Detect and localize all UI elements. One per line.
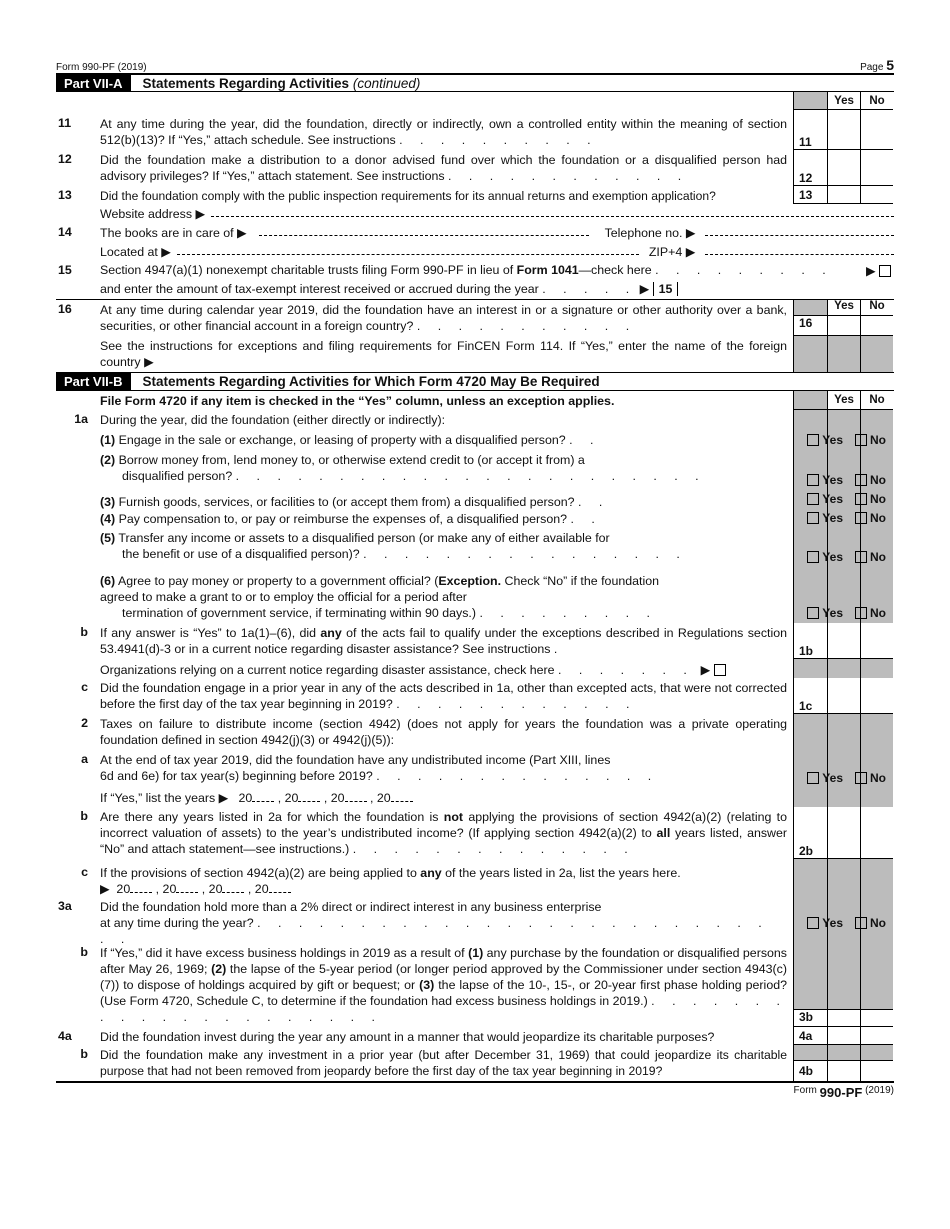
part-title: Statements Regarding Activities (continued) bbox=[142, 75, 421, 91]
q2b-no[interactable] bbox=[860, 807, 893, 859]
1a2-yes-checkbox[interactable] bbox=[807, 474, 819, 486]
q1b-no[interactable] bbox=[860, 623, 893, 659]
q4b-no[interactable] bbox=[861, 1061, 893, 1081]
1a2-no-checkbox[interactable] bbox=[855, 474, 867, 486]
q4a-no[interactable] bbox=[860, 1027, 893, 1045]
q15-checkbox[interactable] bbox=[879, 265, 891, 277]
question-1a-3: (3) Furnish goods, services, or facilities to (or accept them from) a disqualified person? . . Yes No bbox=[56, 490, 894, 509]
q11-no[interactable] bbox=[860, 110, 893, 150]
page-header bbox=[56, 53, 894, 73]
question-3b: b If “Yes,” did it have excess business holdings in 2019 as a result of (1) any purchase by the foundation or disqualified persons after May 26, 1969; (2) the lapse of the 5-year period (or longer period approved by the Commissioner under section 4943(c)(7)) to dispose of holdings acquired by gift or bequest; or (3) the lapse of the 10-, 15-, or 20-year first phase holding period? (Use Form 4720, Schedule C, to determine if the foundation had excess business holdings in 2019.) . . . . . . . . . . . . . . . . . . . . . 3b bbox=[56, 939, 894, 1027]
question-1b: b If any answer is “Yes” to 1a(1)–(6), did any of the acts fail to qualify under the exceptions described in Regulations section 53.4941(d)-3 or in a current notice regarding disaster assistance? See instructions . 1b bbox=[56, 623, 894, 659]
question-14-care: 14 The books are in care of ▶ Telephone no. ▶ bbox=[56, 223, 894, 242]
1a5-no-checkbox[interactable] bbox=[855, 551, 867, 563]
form-page bbox=[56, 53, 894, 1100]
question-12: 12 Did the foundation make a distribution to a donor advised fund over which the foundation or a disqualified person had advisory privileges? If “Yes,” attach statement. See instructions . . . . . . . . . . . . 12 bbox=[56, 150, 894, 186]
q12-no[interactable] bbox=[860, 150, 893, 186]
page-number: Page 5 bbox=[860, 57, 894, 73]
question-1a-2: (2) Borrow money from, lend money to, or otherwise extend credit to (or accept it from) a disqualified person? . . . . . . . . . . . . . . . . . . . . . . . Yes No bbox=[56, 450, 894, 490]
located-at-field[interactable] bbox=[177, 242, 639, 255]
q11-yes[interactable] bbox=[827, 110, 860, 150]
1a4-no-checkbox[interactable] bbox=[855, 512, 867, 524]
question-1a: 1a During the year, did the foundation (either directly or indirectly): bbox=[56, 410, 894, 430]
question-3a: 3a Did the foundation hold more than a 2% direct or indirect interest in any business enterprise at any time during the year? . . . . . . . . . . . . . . . . . . . . . . . . . . . Yes No bbox=[56, 897, 894, 939]
q2b-yes[interactable] bbox=[827, 807, 860, 859]
1a1-yes-checkbox[interactable] bbox=[807, 434, 819, 446]
question-1a-6: (6) Agree to pay money or property to a government official? (Exception. Check “No” if the foundation agreed to make a grant to or to employ the official for a period after termination of government service, if terminating within 90 days.) . . . . . . . . . Yes No bbox=[56, 567, 894, 623]
1a6-no-checkbox[interactable] bbox=[855, 607, 867, 619]
telephone-field[interactable] bbox=[705, 223, 894, 236]
question-13: 13 Did the foundation comply with the public inspection requirements for its annual returns and exemption application? 13 bbox=[56, 186, 894, 204]
part-label: Part VII-A bbox=[56, 75, 131, 91]
q13-yes[interactable] bbox=[827, 186, 860, 204]
q16-no[interactable] bbox=[861, 316, 893, 336]
question-1a-4: (4) Pay compensation to, or pay or reimburse the expenses of, a disqualified person? . . Yes No bbox=[56, 509, 894, 528]
q3b-yes[interactable] bbox=[828, 1009, 860, 1027]
question-4b: b Did the foundation make any investment in a prior year (but after December 31, 1969) that could jeopardize its charitable purpose that had not been removed from jeopardy before the first day of the tax year beginning in 2019? 4b bbox=[56, 1045, 894, 1081]
q4b-yes[interactable] bbox=[828, 1061, 860, 1081]
q1c-yes[interactable] bbox=[827, 678, 860, 714]
1a3-no-checkbox[interactable] bbox=[855, 493, 867, 505]
website-row: Website address ▶ bbox=[56, 204, 894, 223]
question-2c: c If the provisions of section 4942(a)(2) are being applied to any of the years listed in 2a, list the years here. ▶ 20 , 20 , 20 , 20 bbox=[56, 859, 894, 897]
question-11: 11 At any time during the year, did the foundation, directly or indirectly, own a controlled entity within the meaning of section 512(b)(13)? If “Yes,” attach schedule. See instructions . . . . . . . . . . 11 bbox=[56, 110, 894, 150]
instruction-row: File Form 4720 if any item is checked in the “Yes” column, unless an exception applies. Yes No bbox=[56, 391, 894, 410]
q3b-no[interactable] bbox=[861, 1009, 893, 1027]
q15-box: 15 bbox=[653, 282, 679, 296]
question-2a-years: If “Yes,” list the years ▶ 20 , 20 , 20 , 20 bbox=[56, 788, 894, 807]
1a5-yes-checkbox[interactable] bbox=[807, 551, 819, 563]
question-2a: a At the end of tax year 2019, did the foundation have any undistributed income (Part XIII, lines 6d and 6e) for tax year(s) beginning before 2019? . . . . . . . . . . . . . . Yes No bbox=[56, 750, 894, 788]
q12-yes[interactable] bbox=[827, 150, 860, 186]
question-4a: 4a Did the foundation invest during the year any amount in a manner that would jeopardize its charitable purposes? 4a bbox=[56, 1027, 894, 1045]
question-2: 2 Taxes on failure to distribute income (section 4942) (does not apply for years the foundation was a private operating foundation defined in section 4942(j)(3) or 4942(j)(5)): bbox=[56, 714, 894, 750]
q4a-yes[interactable] bbox=[827, 1027, 860, 1045]
1a1-no-checkbox[interactable] bbox=[855, 434, 867, 446]
question-15: 15 Section 4947(a)(1) nonexempt charitable trusts filing Form 990-PF in lieu of Form 1041—check here . . . . . . . . . ▶ bbox=[56, 261, 894, 279]
q13-no[interactable] bbox=[860, 186, 893, 204]
2a-yes-checkbox[interactable] bbox=[807, 772, 819, 784]
1a3-yes-checkbox[interactable] bbox=[807, 493, 819, 505]
1a6-yes-checkbox[interactable] bbox=[807, 607, 819, 619]
1a4-yes-checkbox[interactable] bbox=[807, 512, 819, 524]
question-16: 16 At any time during calendar year 2019, did the foundation have an interest in or a signature or other authority over a bank, securities, or other financial account in a foreign country? . . . . . . . . . . . 16 Yes No bbox=[56, 299, 894, 336]
question-14-located: Located at ▶ ZIP+4 ▶ bbox=[56, 242, 894, 261]
orgs-disaster-row: Organizations relying on a current notice regarding disaster assistance, check here . . . . . . . ▶ bbox=[56, 659, 894, 678]
3a-yes-checkbox[interactable] bbox=[807, 917, 819, 929]
question-1a-5: (5) Transfer any income or assets to a disqualified person (or make any of either available for the benefit or use of a disqualified person)? . . . . . . . . . . . . . . . . Yes No bbox=[56, 528, 894, 567]
3a-no-checkbox[interactable] bbox=[855, 917, 867, 929]
books-care-field[interactable] bbox=[259, 223, 589, 236]
question-1c: c Did the foundation engage in a prior year in any of the acts described in 1a, other than excepted acts, that were not corrected before the first day of the tax year beginning in 2019? . . . . . . . . . . . . 1c bbox=[56, 678, 894, 714]
form-name: Form 990-PF (2019) bbox=[56, 62, 147, 73]
q1b-yes[interactable] bbox=[827, 623, 860, 659]
part-7a-header bbox=[56, 73, 894, 92]
question-2b: b Are there any years listed in 2a for which the foundation is not applying the provisions of section 4942(a)(2) (relating to incorrect valuation of assets) to the year’s undistributed income? (If applying section 4942(a)(2) to all years listed, answer “No” and attach statement—see instructions.) . . . . . . . . . . . . . . 2b bbox=[56, 807, 894, 859]
question-16-note: See the instructions for exceptions and filing requirements for FinCEN Form 114. If “Yes,” enter the name of the foreign country ▶ bbox=[56, 336, 894, 372]
zip-field[interactable] bbox=[705, 242, 894, 255]
page-footer: Form 990-PF (2019) bbox=[56, 1081, 894, 1100]
disaster-checkbox[interactable] bbox=[714, 664, 726, 676]
2a-no-checkbox[interactable] bbox=[855, 772, 867, 784]
part-7b-header: Part VII-B Statements Regarding Activities for Which Form 4720 May Be Required bbox=[56, 372, 894, 391]
question-15-amount: and enter the amount of tax-exempt interest received or accrued during the year . . . . . ▶ 15 bbox=[56, 279, 894, 299]
yes-no-header: Yes No bbox=[56, 92, 894, 110]
question-1a-1: (1) Engage in the sale or exchange, or leasing of property with a disqualified person? . . Yes No bbox=[56, 430, 894, 450]
q16-yes[interactable] bbox=[828, 316, 860, 336]
website-field[interactable] bbox=[211, 204, 894, 217]
q1c-no[interactable] bbox=[860, 678, 893, 714]
